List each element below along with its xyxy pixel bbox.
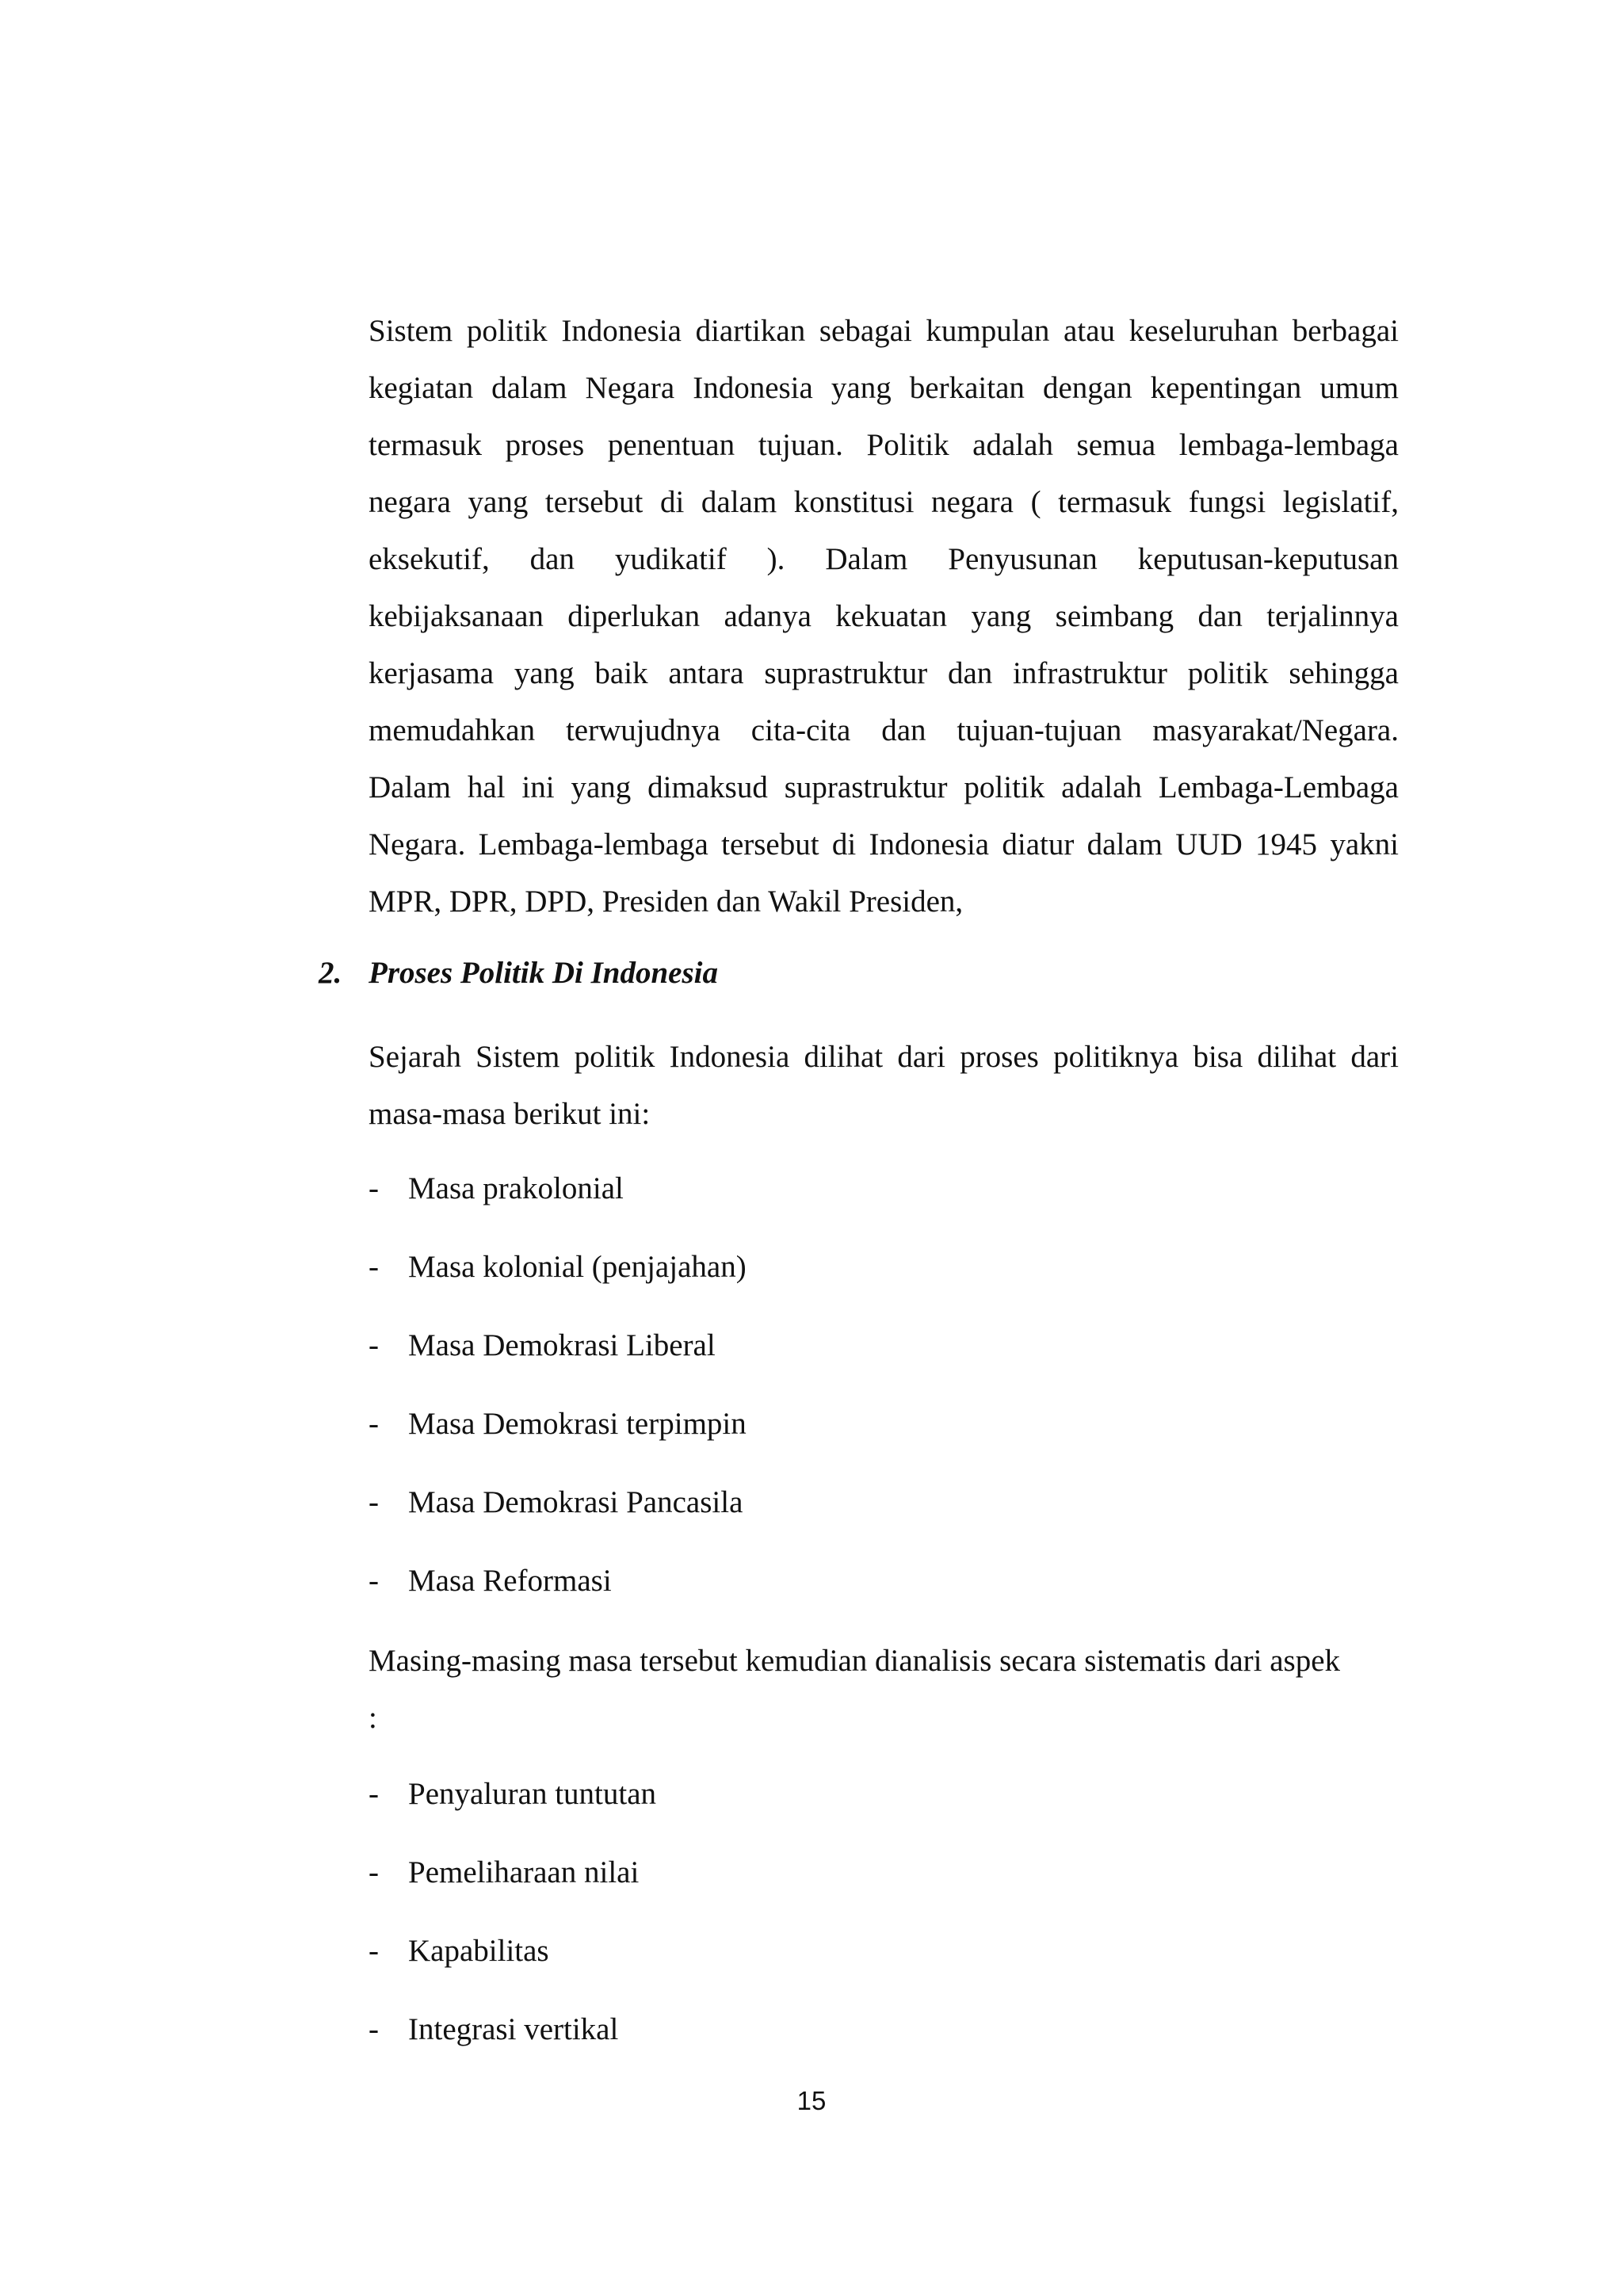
list-item bbox=[369, 1480, 1399, 1559]
list-item bbox=[369, 1851, 1399, 1929]
list-bullet: - bbox=[369, 1407, 379, 1441]
masing-paragraph bbox=[369, 1633, 1399, 1747]
list-item bbox=[369, 1929, 1399, 2008]
list-item bbox=[369, 1559, 1399, 1637]
list-item-text: Pemeliharaan nilai bbox=[408, 1855, 640, 1889]
list-item bbox=[369, 1167, 1399, 1245]
paragraph-line: Dalam hal ini yang dimaksud suprastruktur politik adalah Lembaga-Lembaga bbox=[369, 770, 1399, 804]
paragraph-line: termasuk proses penentuan tujuan. Politik adalah semua lembaga-lembaga bbox=[369, 428, 1399, 462]
list-item bbox=[369, 1324, 1399, 1402]
aspek-list bbox=[369, 1772, 1399, 2086]
list-bullet: - bbox=[369, 2012, 379, 2046]
list-item-text: Masa Demokrasi Pancasila bbox=[408, 1485, 743, 1519]
paragraph-line: negara yang tersebut di dalam konstitusi negara ( termasuk fungsi legislatif, bbox=[369, 485, 1399, 519]
section-title: Proses Politik Di Indonesia bbox=[369, 956, 718, 990]
paragraph-line: Masing-masing masa tersebut kemudian dianalisis secara sistematis dari aspek bbox=[369, 1644, 1341, 1678]
list-item bbox=[369, 1245, 1399, 1324]
list-item-text: Penyaluran tuntutan bbox=[408, 1777, 657, 1811]
list-bullet: - bbox=[369, 1855, 379, 1889]
list-bullet: - bbox=[369, 1171, 379, 1205]
paragraph-line: kebijaksanaan diperlukan adanya kekuatan yang seimbang dan terjalinnya bbox=[369, 599, 1399, 633]
sejarah-paragraph bbox=[369, 1029, 1399, 1143]
list-item-text: Integrasi vertikal bbox=[408, 2012, 619, 2046]
list-bullet: - bbox=[369, 1328, 379, 1362]
list-item-text: Masa prakolonial bbox=[408, 1171, 624, 1205]
paragraph-line: : bbox=[369, 1701, 377, 1735]
masa-list bbox=[369, 1167, 1399, 1637]
list-item-text: Kapabilitas bbox=[408, 1934, 549, 1968]
list-item-text: Masa Demokrasi Liberal bbox=[408, 1328, 716, 1362]
list-item-text: Masa kolonial (penjajahan) bbox=[408, 1250, 747, 1284]
page-number: 15 bbox=[796, 2086, 827, 2115]
list-bullet: - bbox=[369, 1485, 379, 1519]
list-bullet: - bbox=[369, 1934, 379, 1968]
paragraph-line: Sistem politik Indonesia diartikan sebagai kumpulan atau keseluruhan berbagai bbox=[369, 314, 1399, 348]
paragraph-line: masa-masa berikut ini: bbox=[369, 1097, 651, 1131]
paragraph-line: MPR, DPR, DPD, Presiden dan Wakil Presiden, bbox=[369, 884, 964, 919]
list-item-text: Masa Reformasi bbox=[408, 1564, 612, 1598]
list-item bbox=[369, 2008, 1399, 2086]
list-bullet: - bbox=[369, 1564, 379, 1598]
list-item-text: Masa Demokrasi terpimpin bbox=[408, 1407, 747, 1441]
list-bullet: - bbox=[369, 1250, 379, 1284]
list-bullet: - bbox=[369, 1777, 379, 1811]
section-number: 2. bbox=[319, 956, 342, 990]
list-item bbox=[369, 1772, 1399, 1851]
paragraph-line: kerjasama yang baik antara suprastruktur dan infrastruktur politik sehingga bbox=[369, 656, 1399, 690]
paragraph-line: Sejarah Sistem politik Indonesia dilihat dari proses politiknya bisa dilihat dari bbox=[369, 1040, 1399, 1074]
section-heading bbox=[319, 951, 718, 995]
intro-paragraph bbox=[369, 303, 1399, 930]
list-item bbox=[369, 1402, 1399, 1480]
paragraph-line: memudahkan terwujudnya cita-cita dan tujuan-tujuan masyarakat/Negara. bbox=[369, 713, 1399, 747]
paragraph-line: Negara. Lembaga-lembaga tersebut di Indonesia diatur dalam UUD 1945 yakni bbox=[369, 827, 1399, 861]
paragraph-line: kegiatan dalam Negara Indonesia yang berkaitan dengan kepentingan umum bbox=[369, 371, 1399, 405]
paragraph-line: eksekutif, dan yudikatif ). Dalam Penyusunan keputusan-keputusan bbox=[369, 542, 1399, 576]
